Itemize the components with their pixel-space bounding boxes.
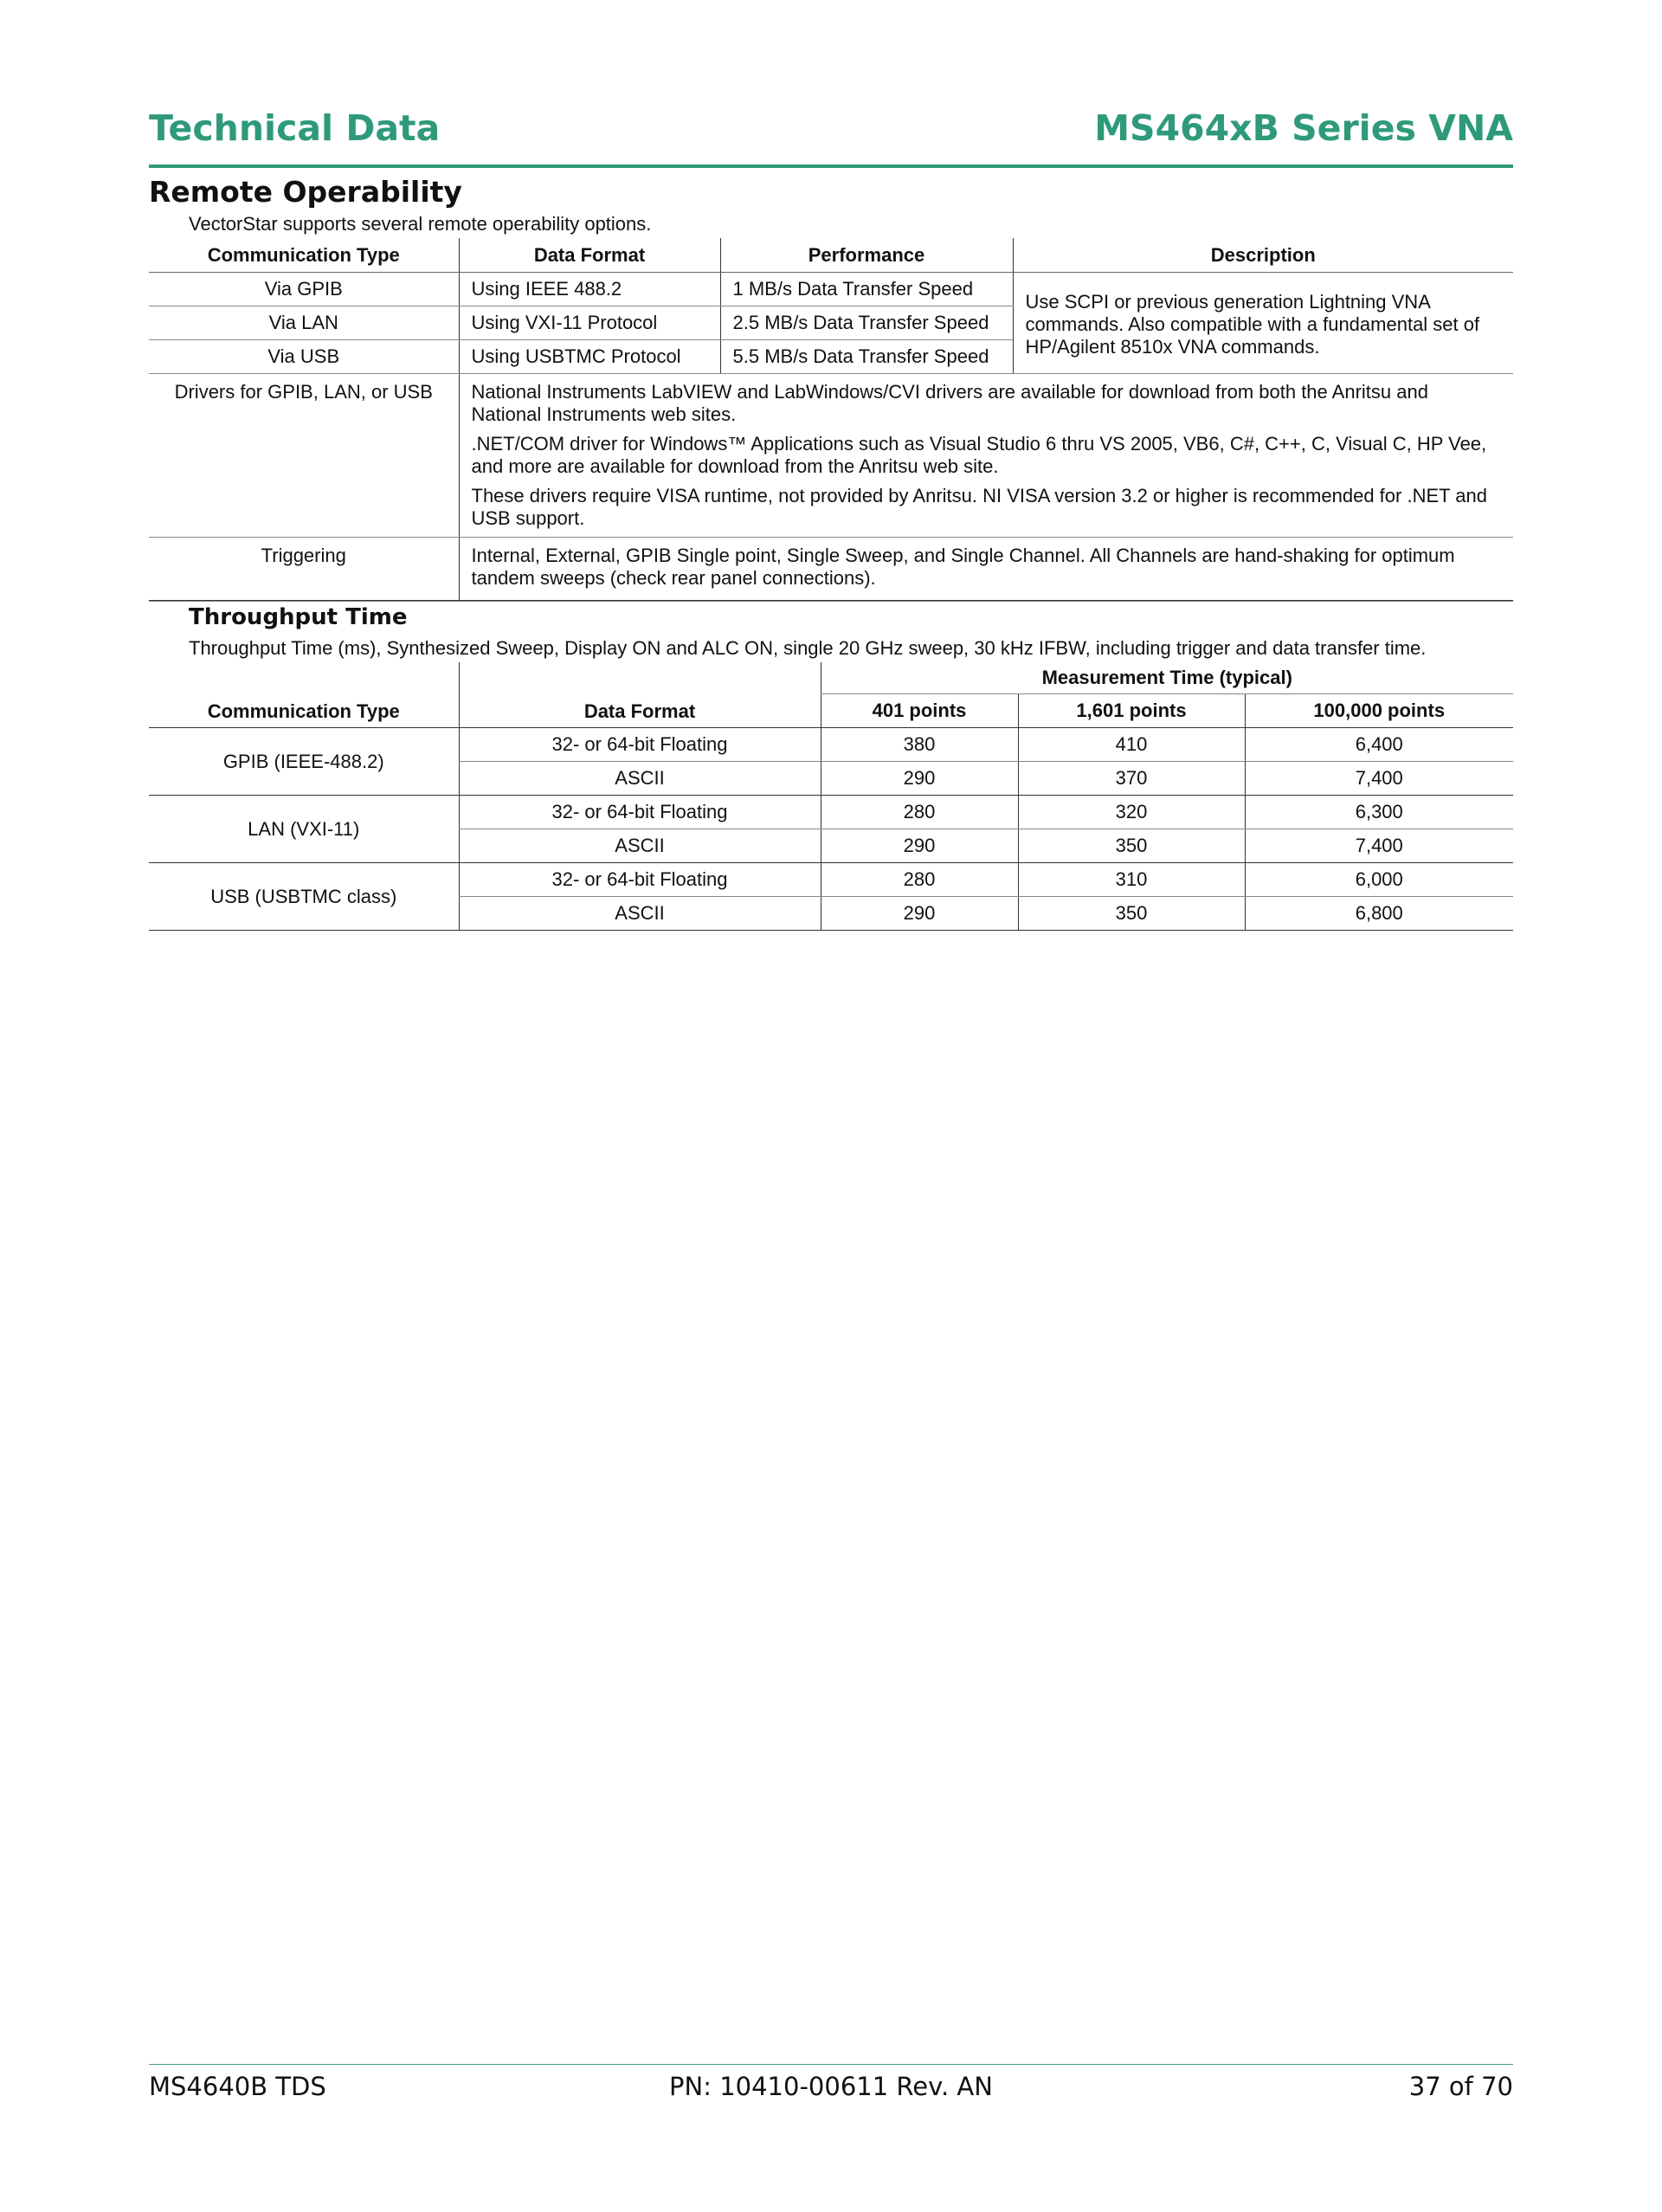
value-401-cell: 280 (821, 863, 1018, 897)
throughput-time-table (149, 662, 1513, 931)
table-row (149, 863, 1513, 897)
data-format-cell: ASCII (459, 829, 821, 863)
column-header: Data Format (459, 662, 821, 728)
communication-type-cell: GPIB (IEEE-488.2) (149, 728, 459, 796)
table-row (149, 728, 1513, 762)
value-1601-cell: 410 (1018, 728, 1245, 762)
data-format-cell: Using IEEE 488.2 (459, 273, 720, 306)
communication-type-cell: Via USB (149, 340, 459, 374)
value-401-cell: 280 (821, 796, 1018, 829)
remote-operability-title: Remote Operability (149, 175, 462, 209)
value-1601-cell: 320 (1018, 796, 1245, 829)
performance-cell: 5.5 MB/s Data Transfer Speed (720, 340, 1013, 374)
drivers-text-cell (459, 374, 1513, 538)
value-1601-cell: 350 (1018, 897, 1245, 931)
drivers-label-cell: Drivers for GPIB, LAN, or USB (149, 374, 459, 538)
value-100000-cell: 6,400 (1245, 728, 1513, 762)
table-row (149, 796, 1513, 829)
communication-type-cell: LAN (VXI-11) (149, 796, 459, 863)
remote-operability-table (149, 238, 1513, 601)
value-401-cell: 380 (821, 728, 1018, 762)
value-100000-cell: 7,400 (1245, 829, 1513, 863)
data-format-cell: 32- or 64-bit Floating (459, 863, 821, 897)
communication-type-cell: Via GPIB (149, 273, 459, 306)
header-product-title: MS464xB Series VNA (1094, 107, 1513, 149)
section-divider (149, 601, 1513, 602)
drivers-paragraph: These drivers require VISA runtime, not provided by Anritsu. NI VISA version 3.2 or higher is recommended for .NET and USB support. (471, 485, 1487, 529)
value-401-cell: 290 (821, 897, 1018, 931)
communication-type-cell: Via LAN (149, 306, 459, 340)
column-header: Communication Type (149, 238, 459, 273)
column-header: Communication Type (149, 662, 459, 728)
data-format-cell: ASCII (459, 897, 821, 931)
column-header: 1,601 points (1018, 694, 1245, 728)
footer-part-number: PN: 10410-00611 Rev. AN (669, 2072, 993, 2101)
value-1601-cell: 370 (1018, 762, 1245, 796)
page-footer (149, 2064, 1513, 2108)
table-row (149, 273, 1513, 306)
performance-cell: 2.5 MB/s Data Transfer Speed (720, 306, 1013, 340)
table-row (149, 538, 1513, 601)
description-cell: Use SCPI or previous generation Lightning VNA commands. Also compatible with a fundamental set of HP/Agilent 8510x VNA commands. (1013, 273, 1513, 374)
data-format-cell: Using VXI-11 Protocol (459, 306, 720, 340)
value-401-cell: 290 (821, 829, 1018, 863)
throughput-time-intro: Throughput Time (ms), Synthesized Sweep, Display ON and ALC ON, single 20 GHz sweep, 30 kHz IFBW, including trigger and data transfer time. (189, 637, 1427, 659)
triggering-text-cell: Internal, External, GPIB Single point, Single Sweep, and Single Channel. All Channels are hand-shaking for optimum tandem sweeps (check rear panel connections). (459, 538, 1513, 601)
data-format-cell: ASCII (459, 762, 821, 796)
triggering-label-cell: Triggering (149, 538, 459, 601)
remote-operability-intro: VectorStar supports several remote operability options. (189, 213, 652, 235)
data-format-cell: 32- or 64-bit Floating (459, 796, 821, 829)
column-header: 401 points (821, 694, 1018, 728)
data-format-cell: Using USBTMC Protocol (459, 340, 720, 374)
column-header: Data Format (459, 238, 720, 273)
footer-document-id: MS4640B TDS (149, 2072, 326, 2101)
data-format-cell: 32- or 64-bit Floating (459, 728, 821, 762)
page-header (149, 102, 1513, 168)
measurement-time-group-header: Measurement Time (typical) (821, 662, 1513, 694)
footer-page-number: 37 of 70 (1408, 2072, 1513, 2101)
table-header-row (149, 238, 1513, 273)
value-1601-cell: 350 (1018, 829, 1245, 863)
drivers-paragraph: National Instruments LabVIEW and LabWindows/CVI drivers are available for download from both the Anritsu and National Instruments web sites. (471, 381, 1428, 425)
column-header: Description (1013, 238, 1513, 273)
value-100000-cell: 7,400 (1245, 762, 1513, 796)
value-100000-cell: 6,300 (1245, 796, 1513, 829)
table-row (149, 374, 1513, 538)
header-section-title: Technical Data (149, 107, 441, 149)
table-header-row (149, 662, 1513, 694)
value-1601-cell: 310 (1018, 863, 1245, 897)
value-100000-cell: 6,000 (1245, 863, 1513, 897)
throughput-time-title: Throughput Time (189, 604, 408, 630)
performance-cell: 1 MB/s Data Transfer Speed (720, 273, 1013, 306)
column-header: Performance (720, 238, 1013, 273)
column-header: 100,000 points (1245, 694, 1513, 728)
drivers-paragraph: .NET/COM driver for Windows™ Applications such as Visual Studio 6 thru VS 2005, VB6, C#, C++, C, Visual C, HP Vee, and more are available for download from the Anritsu web site. (471, 433, 1487, 477)
communication-type-cell: USB (USBTMC class) (149, 863, 459, 931)
value-401-cell: 290 (821, 762, 1018, 796)
value-100000-cell: 6,800 (1245, 897, 1513, 931)
